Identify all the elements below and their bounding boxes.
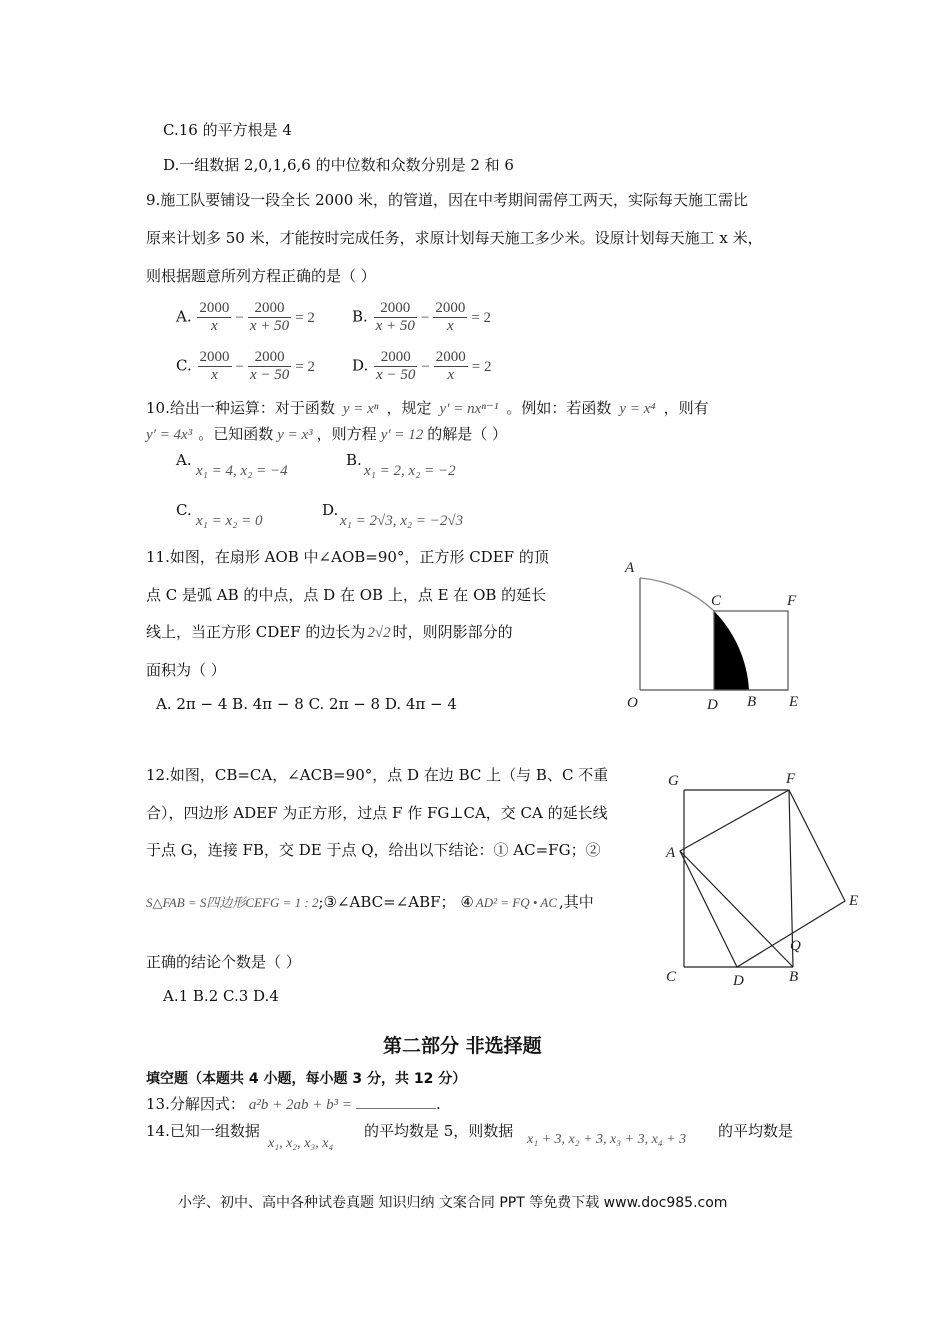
arc-ac xyxy=(640,578,714,611)
label-d: D xyxy=(707,697,718,713)
fraction: $\frac{2000}{x + 50}$ xyxy=(249,300,290,334)
q9-option-c: C. $\frac{2000}{x}$ − $\frac{2000}{x - 50}$ = 2 xyxy=(176,349,315,383)
label-d: D xyxy=(733,973,744,989)
q11-text-1: 11.如图，在扇形 AOB 中∠AOB=90°，正方形 CDEF 的顶 xyxy=(146,548,549,566)
q12-figure xyxy=(660,765,870,995)
q12-options: A.1 B.2 C.3 D.4 xyxy=(163,987,279,1005)
label-a: A xyxy=(666,845,676,861)
label-b: B xyxy=(747,694,757,710)
q10-text-2: y′ = 4x³ 。已知函数 y = x³ ，则方程 y′ = 12 的解是（ ） xyxy=(146,425,508,443)
label-o: O xyxy=(627,695,638,711)
q10-option-a-label: A. xyxy=(176,451,192,469)
label-e: E xyxy=(789,694,799,710)
q10-option-d-label: D. xyxy=(322,501,339,519)
option-c-line: C.16 的平方根是 4 xyxy=(163,121,292,139)
q9-option-d: D. $\frac{2000}{x - 50}$ − $\frac{2000}{x}$ = 2 xyxy=(352,349,492,383)
q14-data-set: x₁, x₂, x₃, x₄ xyxy=(268,1136,334,1151)
label-b: B xyxy=(789,969,799,985)
fraction: $\frac{2000}{x - 50}$ xyxy=(249,349,290,383)
q9-text-1: 9.施工队要铺设一段全长 2000 米，的管道，因在中考期间需停工两天，实际每天施工需比 xyxy=(146,191,749,209)
q10-option-d: x₁ = 2√3, x₂ = −2√3 xyxy=(340,513,464,529)
q13-line: 13.分解因式： a²b + 2ab + b³ = . xyxy=(146,1095,441,1113)
label-f: F xyxy=(786,771,796,787)
fraction: $\frac{2000}{x}$ xyxy=(199,349,230,383)
answer-blank[interactable] xyxy=(356,1094,436,1109)
q9-text-3: 则根据题意所列方程正确的是（ ） xyxy=(146,267,376,285)
fraction: $\frac{2000}{x + 50}$ xyxy=(375,300,415,334)
q12-text-2: 合），四边形 ADEF 为正方形，过点 F 作 FG⊥CA，交 CA 的延长线 xyxy=(146,804,608,822)
q12-text-4: S△FAB = S四边形CEFG = 1 : 2;③∠ABC=∠ABF； ④ AD² = FQ • AC ,其中 xyxy=(146,893,594,911)
q11-text-3: 线上，当正方形 CDEF 的边长为 2√2 时，则阴影部分的 xyxy=(146,623,513,641)
shaded-region xyxy=(714,611,749,690)
square-adef xyxy=(680,790,845,967)
q14-text-3: 的平均数是 xyxy=(718,1122,794,1140)
q10-option-b-label: B. xyxy=(346,451,362,469)
segment-ab xyxy=(680,851,793,967)
page-footer: 小学、初中、高中各种试卷真题 知识归纳 文案合同 PPT 等免费下载 www.doc985.com xyxy=(178,1195,728,1211)
q12-text-3: 于点 G，连接 FB，交 DE 于点 Q，给出以下结论：① AC=FG；② xyxy=(146,841,601,859)
fraction: $\frac{2000}{x}$ xyxy=(435,300,466,334)
fill-in-header: 填空题（本题共 4 小题，每小题 3 分，共 12 分） xyxy=(146,1071,467,1087)
q14-new-data-set: x₁ + 3, x₂ + 3, x₃ + 3, x₄ + 3 xyxy=(527,1132,687,1147)
q14-line: 14.已知一组数据 xyxy=(146,1122,260,1140)
fraction: $\frac{2000}{x}$ xyxy=(435,349,466,383)
label-g: G xyxy=(668,773,679,789)
q9-text-2: 原来计划多 50 米，才能按时完成任务，求原计划每天施工多少米。设原计划每天施工 x 米， xyxy=(146,229,763,247)
label-c: C xyxy=(666,969,677,985)
fraction: $\frac{2000}{x - 50}$ xyxy=(376,349,416,383)
option-d-line: D.一组数据 2,0,1,6,6 的中位数和众数分别是 2 和 6 xyxy=(163,156,514,174)
q10-option-c: x₁ = x₂ = 0 xyxy=(196,513,263,529)
q11-options: A. 2π − 4 B. 4π − 8 C. 2π − 8 D. 4π − 4 xyxy=(156,695,457,713)
label-a: A xyxy=(625,560,635,576)
section-title: 第二部分 非选择题 xyxy=(383,1035,542,1057)
label-f: F xyxy=(787,593,797,609)
q10-option-a: x₁ = 4, x₂ = −4 xyxy=(196,463,288,479)
label-c: C xyxy=(711,593,722,609)
q12-text-1: 12.如图，CB=CA，∠ACB=90°，点 D 在边 BC 上（与 B、C 不重 xyxy=(146,766,609,784)
q10-text-1: 10.给出一种运算：对于函数 y = xⁿ ，规定 y′ = nxⁿ⁻¹ 。例如：若函数 y = x⁴ ，则有 xyxy=(146,399,709,417)
q9-option-b: B. $\frac{2000}{x + 50}$ − $\frac{2000}{x}$ = 2 xyxy=(352,300,492,334)
q9-option-a: A. $\frac{2000}{x}$ − $\frac{2000}{x + 50}$ = 2 xyxy=(176,300,315,334)
q10-option-c-label: C. xyxy=(176,501,192,519)
q11-figure xyxy=(615,555,815,715)
q14-text-2: 的平均数是 5，则数据 xyxy=(364,1122,514,1140)
label-q: Q xyxy=(790,938,801,954)
q10-option-b: x₁ = 2, x₂ = −2 xyxy=(364,463,456,479)
q12-text-5: 正确的结论个数是（ ） xyxy=(146,953,301,971)
fraction: $\frac{2000}{x}$ xyxy=(199,300,230,334)
label-e: E xyxy=(849,893,859,909)
q11-text-2: 点 C 是弧 AB 的中点，点 D 在 OB 上，点 E 在 OB 的延长 xyxy=(146,586,547,604)
q11-text-4: 面积为（ ） xyxy=(146,661,226,679)
